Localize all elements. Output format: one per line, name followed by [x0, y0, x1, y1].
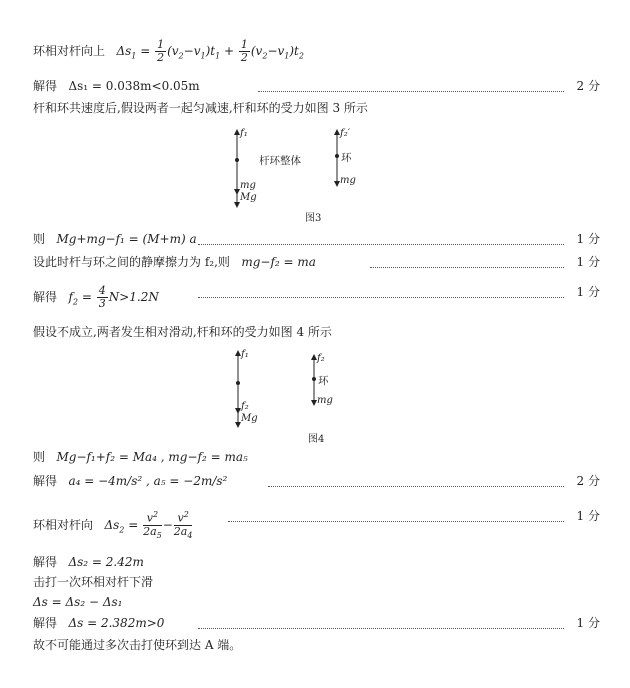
eq-ring-rel-up	[33, 39, 304, 64]
line9-formula: a₄ = −4m/s² , a₅ = −2m/s²	[68, 474, 228, 488]
result-f2	[33, 285, 159, 310]
dot-leader	[198, 244, 564, 245]
score-2: 2 分	[576, 79, 600, 93]
fig3-body-label: 杆环整体	[259, 155, 301, 167]
line10-prefix: 环相对杆向	[33, 517, 94, 532]
result-ds1	[33, 79, 200, 93]
line1-prefix: 环相对杆向上	[33, 44, 106, 58]
figure-3	[215, 120, 365, 216]
line4-prefix: 则	[33, 232, 46, 246]
line14-prefix: 解得	[33, 616, 58, 630]
dot-leader	[198, 628, 564, 629]
figure-4	[222, 343, 342, 433]
eq-newton-whole	[33, 232, 197, 246]
score-6: 1 分	[576, 285, 600, 299]
fig3-f2: f₂′	[340, 128, 350, 139]
eq-static-friction	[33, 255, 316, 269]
result-ds2	[33, 555, 144, 569]
line1-formula: $\Delta s_1$ = $\frac{1}{2}$ $(v_2-v_1)t_1$ + $\frac{1}{2}$ $(v_2-v_1)t_2$	[116, 38, 304, 64]
fig3-f1: f₁	[240, 128, 248, 139]
score-4: 1 分	[576, 232, 600, 246]
line6-formula: $f_2$ = $\frac{4}{3}$ N>1.2N	[68, 284, 159, 310]
score-5: 1 分	[576, 255, 600, 269]
dot-leader	[198, 297, 564, 298]
fig4-mg: mg	[317, 395, 333, 406]
fig3-ring-label: 环	[341, 152, 352, 164]
score-14: 1 分	[576, 616, 600, 630]
eq-ring-rel-down	[33, 509, 193, 542]
eq-delta-s: Δs = Δs₂ − Δs₁	[33, 595, 123, 609]
dot-leader	[370, 267, 564, 268]
result-accelerations	[33, 474, 227, 488]
line8-prefix: 则	[33, 450, 46, 464]
line4-formula: Mg+mg−f₁ = (M+m) a	[56, 232, 197, 246]
figure-4-caption: 图4	[308, 434, 325, 445]
text-one-strike: 击打一次环相对杆下滑	[33, 575, 154, 589]
fig3-Mg: Mg	[240, 192, 257, 203]
line2-formula: Δs₁ = 0.038m<0.05m	[68, 79, 200, 93]
line8-formula: Mg−f₁+f₂ = Ma₄ , mg−f₂ = ma₅	[56, 450, 248, 464]
fig4-f2-ring: f₂	[317, 353, 325, 364]
fig4-ring-label: 环	[318, 375, 329, 387]
dot-leader	[258, 91, 564, 92]
dot-leader	[268, 486, 564, 487]
line6-prefix: 解得	[33, 290, 58, 304]
fig4-f1: f₁	[241, 349, 249, 360]
line11-prefix: 解得	[33, 555, 58, 569]
figure-3-caption: 图3	[305, 213, 322, 224]
text-assume-together: 杆和环共速度后,假设两者一起匀减速,杆和环的受力如图 3 所示	[33, 101, 368, 115]
score-9: 2 分	[576, 474, 600, 488]
text-conclusion: 故不可能通过多次击打使环到达 A 端。	[33, 638, 242, 652]
text-relative-slide: 假设不成立,两者发生相对滑动,杆和环的受力如图 4 所示	[33, 325, 332, 339]
line5-formula: mg−f₂ = ma	[241, 255, 316, 269]
fig3-mg: mg	[240, 180, 256, 191]
line9-prefix: 解得	[33, 474, 58, 488]
line10-formula: $\Delta s_2$ = $\frac{v^2}{2a_5}$ − $\frac{v^2}{2a_4}$	[104, 510, 193, 540]
line2-prefix: 解得	[33, 79, 58, 93]
line6-rest: N>1.2N	[108, 290, 159, 304]
fig3-mg-ring: mg	[340, 175, 356, 186]
line11-formula: Δs₂ = 2.42m	[68, 555, 144, 569]
eq-newton-separate	[33, 450, 248, 464]
dot-leader	[228, 521, 564, 522]
score-10: 1 分	[576, 509, 600, 523]
line5-text: 设此时杆与环之间的静摩擦力为 f₂,则	[33, 255, 230, 269]
result-delta-s	[33, 616, 164, 630]
fig4-f2-rod: f₂	[241, 401, 249, 412]
line14-formula: Δs = 2.382m>0	[68, 616, 165, 630]
fig4-Mg: Mg	[241, 413, 258, 424]
